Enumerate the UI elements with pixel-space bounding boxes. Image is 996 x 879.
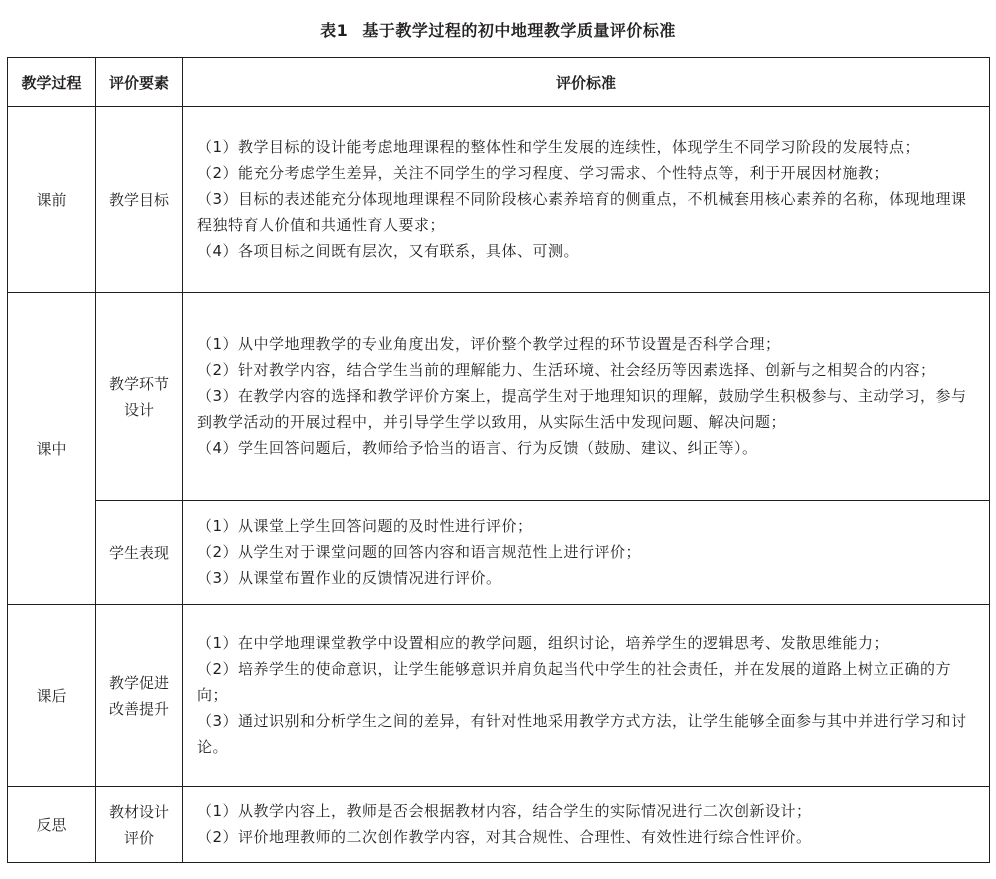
process-cell-in-class: 课中	[8, 293, 96, 605]
element-cell-promote-improve	[96, 605, 183, 787]
criteria-item: （2）针对教学内容，结合学生当前的理解能力、生活环境、社会经历等因素选择、创新与之相契合的内容；	[197, 361, 936, 379]
element-line: 设计	[123, 400, 154, 419]
table-row-in-class-performance	[8, 501, 990, 605]
table-number: 表1	[320, 21, 349, 40]
table-caption	[0, 18, 996, 41]
criteria-cell-teaching-goals	[183, 107, 990, 293]
criteria-item: （3）在教学内容的选择和教学评价方案上，提高学生对于地理知识的理解，鼓励学生积极参与、主动学习，参与到教学活动的开展过程中，并引导学生学以致用，从实际生活中发现问题、解决问题；	[197, 387, 967, 431]
criteria-item: （4）学生回答问题后，教师给予恰当的语言、行为反馈（鼓励、建议、纠正等）。	[197, 439, 758, 457]
process-cell-after-class: 课后	[8, 605, 96, 787]
table-row-pre-class	[8, 107, 990, 293]
element-line: 改善提升	[108, 699, 169, 718]
element-cell-teaching-design	[96, 293, 183, 501]
criteria-item: （2）从学生对于课堂问题的回答内容和语言规范性上进行评价；	[197, 543, 642, 561]
criteria-item: （3）目标的表述能充分体现地理课程不同阶段核心素养培育的侧重点，不机械套用核心素养的名称，体现地理课程独特育人价值和共通性育人要求；	[197, 190, 967, 234]
element-line: 教学目标	[108, 190, 169, 209]
table-row-in-class-design	[8, 293, 990, 501]
table-header-row	[8, 58, 990, 107]
criteria-cell-textbook-design	[183, 787, 990, 863]
header-element: 评价要素	[96, 58, 183, 107]
header-criteria: 评价标准	[183, 58, 990, 107]
criteria-item: （2）评价地理教师的二次创作教学内容，对其合规性、合理性、有效性进行综合性评价。	[197, 828, 812, 846]
element-line: 评价	[123, 828, 154, 847]
element-cell-student-performance	[96, 501, 183, 605]
criteria-item: （1）教学目标的设计能考虑地理课程的整体性和学生发展的连续性，体现学生不同学习阶段的发展特点；	[197, 138, 921, 156]
table-title: 基于教学过程的初中地理教学质量评价标准	[362, 21, 676, 40]
element-line: 教学环节	[108, 374, 169, 393]
element-line: 学生表现	[108, 543, 169, 562]
criteria-item: （3）通过识别和分析学生之间的差异，有针对性地采用教学方式方法，让学生能够全面参与其中并进行学习和讨论。	[197, 712, 967, 756]
process-cell-pre-class: 课前	[8, 107, 96, 293]
criteria-item: （1）从教学内容上，教师是否会根据教材内容，结合学生的实际情况进行二次创新设计；	[197, 802, 812, 820]
criteria-cell-teaching-design	[183, 293, 990, 501]
criteria-cell-promote-improve	[183, 605, 990, 787]
table-row-reflection	[8, 787, 990, 863]
element-line: 教材设计	[108, 802, 169, 821]
element-line: 教学促进	[108, 673, 169, 692]
table-row-after-class	[8, 605, 990, 787]
criteria-item: （1）在中学地理课堂教学中设置相应的教学问题，组织讨论，培养学生的逻辑思考、发散思维能力；	[197, 634, 890, 652]
criteria-item: （1）从课堂上学生回答问题的及时性进行评价；	[197, 517, 533, 535]
header-process: 教学过程	[8, 58, 96, 107]
criteria-item: （3）从课堂布置作业的反馈情况进行评价。	[197, 569, 502, 587]
element-cell-textbook-design	[96, 787, 183, 863]
criteria-item: （2）能充分考虑学生差异，关注不同学生的学习程度、学习需求、个性特点等，利于开展因材施教；	[197, 164, 890, 182]
process-cell-reflection: 反思	[8, 787, 96, 863]
evaluation-table	[7, 57, 990, 863]
criteria-item: （1）从中学地理教学的专业角度出发，评价整个教学过程的环节设置是否科学合理；	[197, 335, 781, 353]
element-cell-teaching-goals	[96, 107, 183, 293]
criteria-item: （2）培养学生的使命意识，让学生能够意识并肩负起当代中学生的社会责任，并在发展的道路上树立正确的方向；	[197, 660, 952, 704]
criteria-item: （4）各项目标之间既有层次，又有联系，具体、可测。	[197, 242, 580, 260]
criteria-cell-student-performance	[183, 501, 990, 605]
